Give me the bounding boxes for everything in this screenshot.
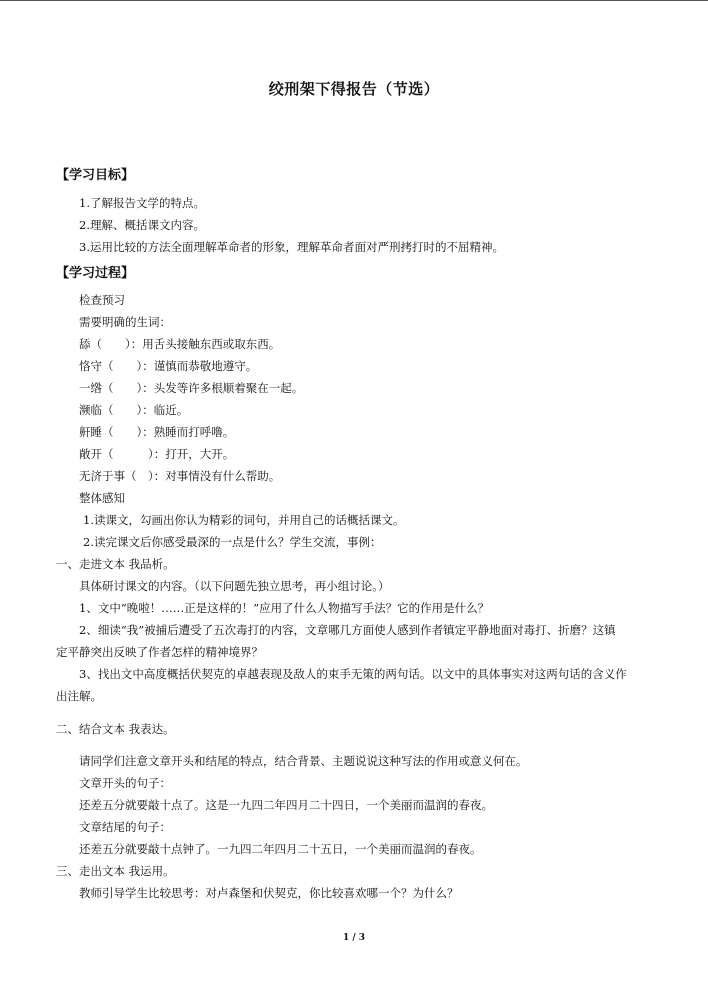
- section1-question-2-cont: 定平静突出反映了作者怎样的精神境界？: [56, 645, 263, 659]
- section2-intro: 请同学们注意文章开头和结尾的特点，结合背景、主题说说这种写法的作用或意义何在。: [79, 754, 528, 768]
- vocab-item: 敞开（ ）：打开，大开。: [79, 447, 235, 461]
- process-heading: 【学习过程】: [56, 266, 135, 281]
- overall-item: 2.读完课文后你感受最深的一点是什么？学生交流，事例：: [83, 535, 382, 549]
- page-top-rule: [0, 0, 708, 1]
- section3-text: 教师引导学生比较思考：对卢森堡和伏契克，你比较喜欢哪一个？为什么？: [79, 886, 459, 900]
- section1-intro: 具体研讨课文的内容。（以下问题先独立思考，再小组讨论。）: [79, 579, 390, 593]
- vocab-item: 无济于事（ ）：对事情没有什么帮助。: [79, 469, 281, 483]
- start-sentence-label: 文章开头的句子：: [79, 776, 171, 790]
- objectives-heading: 【学习目标】: [56, 168, 135, 183]
- vocab-item: 一绺（ ）：头发等许多根顺着聚在一起。: [79, 381, 304, 395]
- page-number: 1 / 3: [342, 933, 366, 943]
- start-sentence-text: 还差五分就要敲十点了。这是一九四二年四月二十四日，一个美丽而温润的春夜。: [79, 798, 493, 812]
- section2-heading: 二、结合文本 我表达。: [56, 722, 175, 736]
- overall-item: 1.读课文，勾画出你认为精彩的词句，并用自己的话概括课文。: [83, 513, 405, 527]
- end-sentence-text: 还差五分就要敲十点钟了。一九四二年四月二十五日，一个美丽而温润的春夜。: [79, 842, 482, 856]
- section1-question-1: 1、文中“晚啦！……正是这样的！”应用了什么人物描写手法？它的作用是什么？: [79, 601, 490, 615]
- section1-heading: 一、走进文本 我品析。: [56, 557, 175, 571]
- objective-item: 1.了解报告文学的特点。: [79, 196, 205, 210]
- section1-question-3: 3、找出文中高度概括伏契克的卓越表现及敌人的束手无策的两句话。以文中的具体事实对这两句话的含义作: [79, 667, 627, 681]
- vocab-intro: 需要明确的生词：: [79, 315, 171, 329]
- document-title: 绞刑架下得报告（节选）: [268, 80, 440, 98]
- preview-label: 检查预习: [79, 293, 125, 307]
- vocab-item: 濒临（ ）：临近。: [79, 403, 189, 417]
- section1-question-3-cont: 出注解。: [56, 689, 102, 703]
- section3-heading: 三、走出文本 我运用。: [56, 864, 175, 878]
- vocab-item: 舔（ ）：用舌头接触东西或取东西。: [79, 337, 281, 351]
- objective-item: 3.运用比较的方法全面理解革命者的形象，理解革命者面对严刑拷打时的不屈精神。: [79, 240, 504, 254]
- objective-item: 2.理解、概括课文内容。: [79, 218, 205, 232]
- overall-label: 整体感知: [79, 491, 125, 505]
- vocab-item: 恪守（ ）：谨慎而恭敬地遵守。: [79, 359, 258, 373]
- vocab-item: 鼾睡（ ）：熟睡而打呼噜。: [79, 425, 235, 439]
- end-sentence-label: 文章结尾的句子：: [79, 820, 171, 834]
- section1-question-2: 2、细读“我”被捕后遭受了五次毒打的内容，文章哪几方面使人感到作者镇定平静地面对毒打、折磨？这镇: [79, 623, 616, 637]
